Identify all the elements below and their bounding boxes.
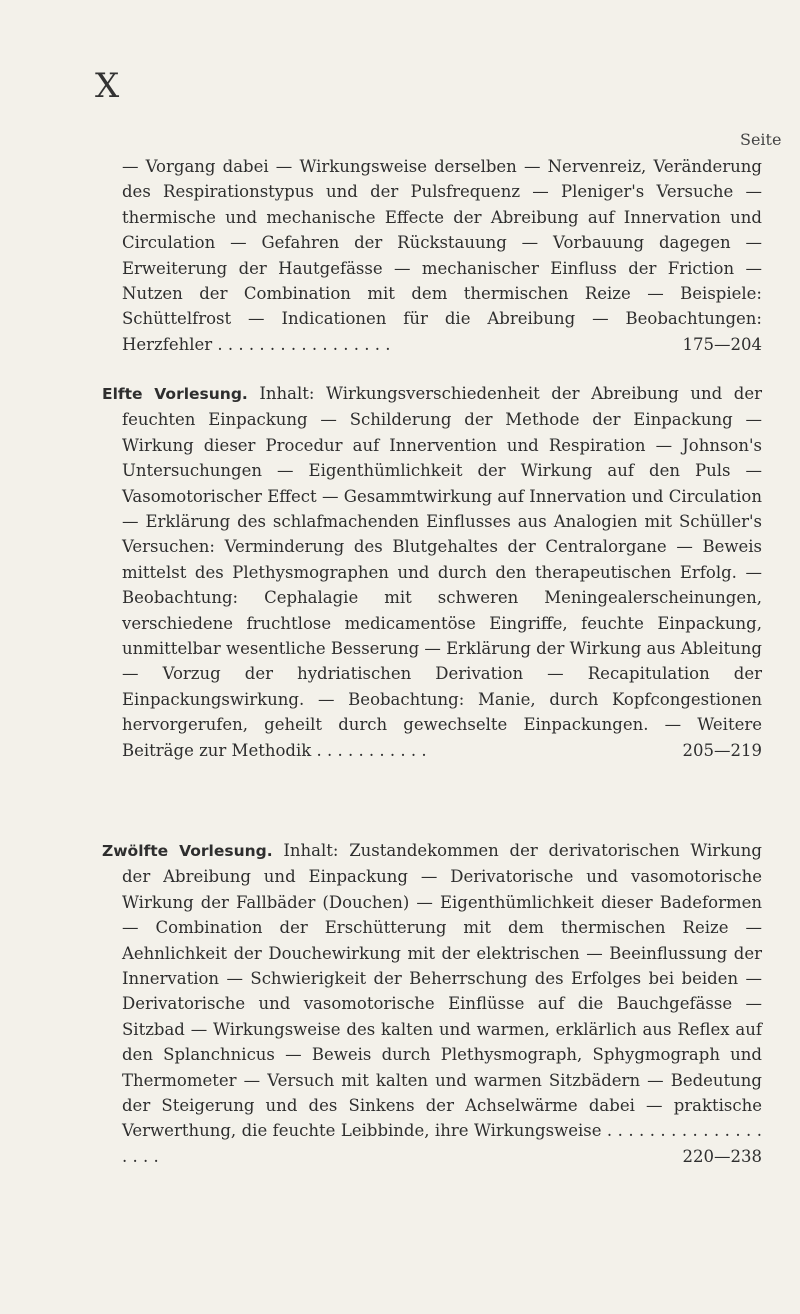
leader-dots: . . . . . . . . . . . . . . . . . . . bbox=[122, 1121, 762, 1166]
leader-dots: . . . . . . . . . . . . . . . . . bbox=[212, 334, 391, 354]
roman-numeral-page-number: X bbox=[95, 66, 120, 106]
lecture-entry-11 bbox=[102, 381, 762, 763]
lecture-title: Zwölfte Vorlesung. bbox=[102, 842, 273, 860]
page-range: 205—219 bbox=[682, 740, 762, 760]
lecture-content: Inhalt: Wirkungsverschiedenheit der Abreibung und der feuchten Einpackung — Schilderung der Methode der Einpackung — Wirkung dieser Procedur auf Innervention und Respiration — Johnson's Untersuchungen — Eigenthümlichkeit der Wirkung auf den Puls — Vasomotorischer Effect — Gesammtwirkung auf Innervation und Circulation — Erklärung des schlafmachenden Einflusses aus Analogien mit Schüller's Versuchen: Verminderung des Blutgehaltes der Centralorgane — Beweis mittelst des Plethysmographen und durch den therapeutischen Erfolg. — Beobachtung: Cephalagie mit schweren Meningealerscheinungen, verschiedene fruchtlose medicamentöse Eingriffe, feuchte Einpackung, unmittelbar wesentliche Besserung — Erklärung der Wirkung aus Ableitung — Vorzug der hydriatischen Derivation — Recapitulation der Einpackungswirkung. — Beobachtung: Manie, durch Kopfcongestionen hervorgerufen, geheilt durch gewechselte Einpackungen. — Weitere Beiträge zur Methodik bbox=[122, 384, 762, 760]
lecture-content: Inhalt: Zustandekommen der derivatorischen Wirkung der Abreibung und Einpackung — Derivatorische und vasomotorische Wirkung der Fallbäder (Douchen) — Eigenthümlichkeit dieser Badeformen — Combination der Erschütterung mit dem thermischen Reize — Aehnlichkeit der Douchewirkung mit der elektrischen — Beeinflussung der Innervation — Schwierigkeit der Beherrschung des Erfolges bei beiden — Derivatorische und vasomotorische Einflüsse auf die Bauchgefässe — Sitzbad — Wirkungsweise des kalten und warmen, erklärlich aus Reflex auf den Splanchnicus — Beweis durch Plethysmograph, Sphygmograph und Thermometer — Versuch mit kalten und warmen Sitzbädern — Bedeutung der Steigerung und des Sinkens der Achselwärme dabei — praktische Verwerthung, die feuchte Leibbinde, ihre Wirkungsweise bbox=[122, 841, 762, 1141]
leader-dots: . . . . . . . . . . . bbox=[311, 740, 427, 760]
continued-entry bbox=[122, 154, 762, 357]
lecture-title: Elfte Vorlesung. bbox=[102, 385, 248, 403]
page-range: 220—238 bbox=[682, 1146, 762, 1166]
seite-column-label: Seite bbox=[740, 130, 782, 149]
continued-entry-text: — Vorgang dabei — Wirkungsweise derselben — Nervenreiz, Veränderung des Respirationstypus und der Pulsfrequenz — Pleniger's Versuche — thermische und mechanische Effecte der Abreibung auf Innervation und Circulation — Gefahren der Rückstauung — Vorbauung dagegen — Erweiterung der Hautgefässe — mechanischer Einfluss der Friction — Nutzen der Combination mit dem thermischen Reize — Beispiele: Schüttelfrost — Indicationen für die Abreibung — Beobachtungen: Herzfehler bbox=[122, 157, 762, 354]
lecture-entry-12 bbox=[102, 838, 762, 1169]
page-range: 175—204 bbox=[682, 334, 762, 354]
